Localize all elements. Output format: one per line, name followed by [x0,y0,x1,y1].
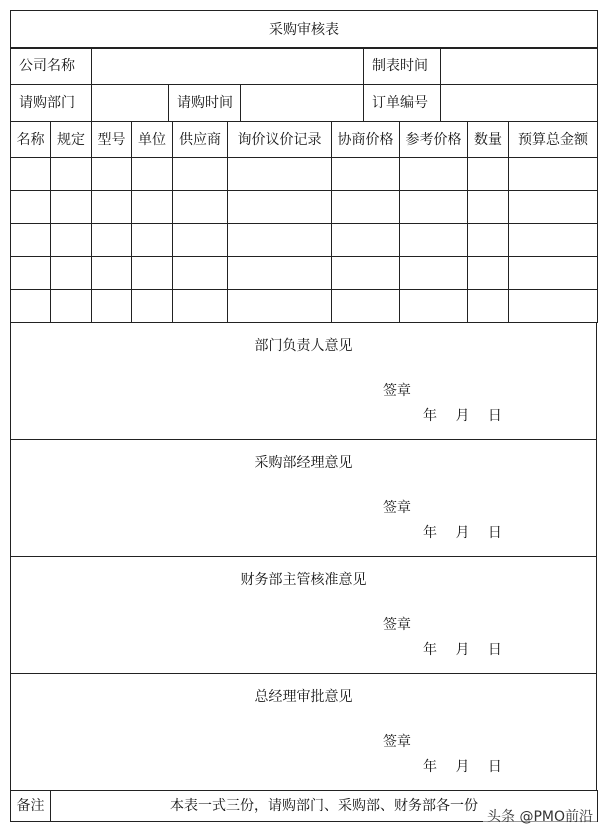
opinion-title: 总经理审批意见 [254,689,353,705]
column-header: 单位 [132,122,173,158]
table-cell[interactable] [92,191,132,224]
table-cell[interactable] [51,191,92,224]
table-cell[interactable] [51,158,92,191]
opinion-cell[interactable] [11,440,597,557]
opinion-block [10,673,597,791]
table-cell[interactable] [228,290,332,323]
table-row [11,158,598,191]
table-cell[interactable] [228,224,332,257]
table-cell[interactable] [51,257,92,290]
column-header: 型号 [92,122,132,158]
table-cell[interactable] [332,158,400,191]
made-time-field[interactable] [441,48,598,85]
table-cell[interactable] [173,290,228,323]
opinion-signature-label: 签章 [383,734,411,750]
table-cell[interactable] [132,191,173,224]
table-cell[interactable] [132,257,173,290]
table-cell[interactable] [400,191,468,224]
company-name-field[interactable] [92,48,364,85]
column-header: 预算总金额 [509,122,598,158]
table-cell[interactable] [400,224,468,257]
column-header: 参考价格 [400,122,468,158]
table-cell[interactable] [228,257,332,290]
table-cell[interactable] [509,290,598,323]
table-cell[interactable] [228,191,332,224]
table-cell[interactable] [92,257,132,290]
opinion-signature-label: 签章 [383,383,411,399]
table-cell[interactable] [228,158,332,191]
form-title: 采购审核表 [11,11,598,49]
order-number-field[interactable] [441,85,598,122]
table-cell[interactable] [400,257,468,290]
table-cell[interactable] [11,257,51,290]
opinion-date-label: 年 月 日 [423,408,502,424]
table-row [11,290,598,323]
opinion-title: 采购部经理意见 [254,455,353,471]
table-cell[interactable] [468,224,509,257]
remark-label: 备注 [11,791,51,822]
table-cell[interactable] [468,191,509,224]
made-time-label: 制表时间 [364,48,441,85]
column-header: 协商价格 [332,122,400,158]
request-dept-field[interactable] [92,85,169,122]
items-header-row [11,122,598,158]
table-cell[interactable] [132,224,173,257]
table-cell[interactable] [92,290,132,323]
opinion-signature-label: 签章 [383,617,411,633]
table-cell[interactable] [132,158,173,191]
table-cell[interactable] [11,290,51,323]
opinion-block [10,439,597,557]
opinion-block [10,556,597,674]
column-header: 名称 [11,122,51,158]
opinions-section [10,322,597,791]
purchase-review-form [10,10,597,49]
column-header: 数量 [468,122,509,158]
opinion-date-label: 年 月 日 [423,525,502,541]
table-cell[interactable] [92,158,132,191]
request-dept-label: 请购部门 [11,85,92,122]
table-row [11,191,598,224]
table-cell[interactable] [509,257,598,290]
watermark: 头条 @PMO前沿 [483,804,597,828]
request-time-label: 请购时间 [169,85,241,122]
opinion-title: 部门负责人意见 [254,338,353,354]
opinion-cell[interactable] [11,674,597,791]
table-cell[interactable] [509,158,598,191]
info-section [10,47,597,822]
table-cell[interactable] [11,224,51,257]
order-number-label: 订单编号 [364,85,441,122]
table-cell[interactable] [332,191,400,224]
column-header: 供应商 [173,122,228,158]
opinion-cell[interactable] [11,323,597,440]
opinion-date-label: 年 月 日 [423,759,502,775]
company-name-label: 公司名称 [11,48,92,85]
opinion-title: 财务部主管核准意见 [240,572,367,588]
remark-text: 本表一式三份，请购部门、采购部、财务部各一份 [51,791,598,822]
table-row [11,257,598,290]
table-cell[interactable] [468,158,509,191]
table-cell[interactable] [468,290,509,323]
table-cell[interactable] [468,257,509,290]
table-cell[interactable] [332,224,400,257]
table-cell[interactable] [11,158,51,191]
column-header: 规定 [51,122,92,158]
column-header: 询价议价记录 [228,122,332,158]
table-cell[interactable] [173,224,228,257]
opinion-signature-label: 签章 [383,500,411,516]
table-cell[interactable] [400,290,468,323]
table-cell[interactable] [509,191,598,224]
table-cell[interactable] [173,158,228,191]
table-cell[interactable] [173,257,228,290]
table-cell[interactable] [332,257,400,290]
table-cell[interactable] [11,191,51,224]
form-table [10,10,598,49]
request-time-field[interactable] [241,85,364,122]
table-row [11,224,598,257]
table-cell[interactable] [173,191,228,224]
table-cell[interactable] [509,224,598,257]
table-cell[interactable] [51,290,92,323]
opinion-cell[interactable] [11,557,597,674]
table-cell[interactable] [400,158,468,191]
table-cell[interactable] [92,224,132,257]
table-cell[interactable] [51,224,92,257]
items-table [10,121,598,323]
table-cell[interactable] [132,290,173,323]
opinion-date-label: 年 月 日 [423,642,502,658]
opinion-block [10,322,597,440]
table-cell[interactable] [332,290,400,323]
